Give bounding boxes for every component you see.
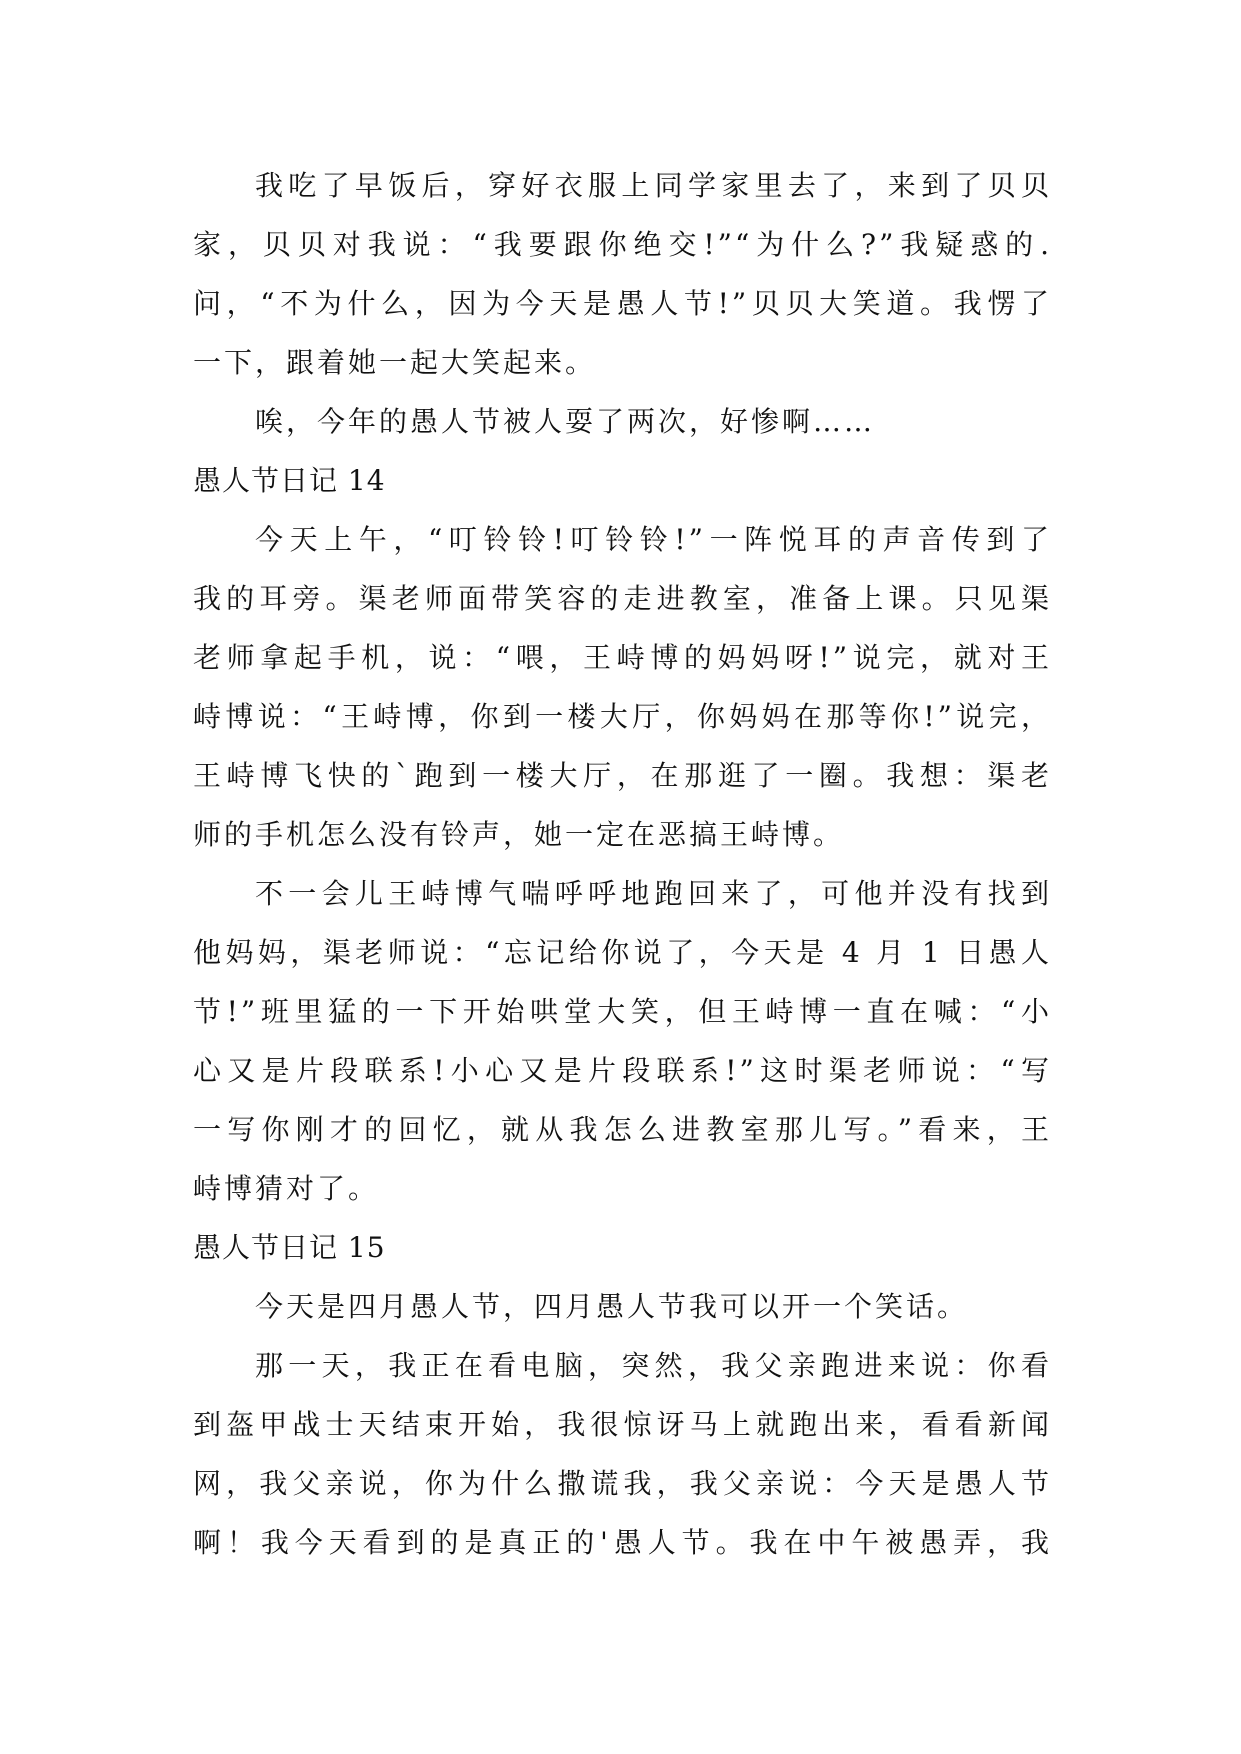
paragraph-line: 一写你刚才的回忆，就从我怎么进教室那儿写。”看来，王 — [193, 1113, 1052, 1146]
paragraph-line: 心又是片段联系!小心又是片段联系!”这时渠老师说：“写 — [193, 1054, 1052, 1087]
paragraph-line: 今天上午，“叮铃铃!叮铃铃!”一阵悦耳的声音传到了 — [255, 523, 1052, 556]
paragraph-6 — [193, 1336, 1052, 1572]
paragraph-line: 他妈妈，渠老师说：“忘记给你说了，今天是 4 月 1 日愚人 — [193, 936, 1052, 969]
paragraph-line: 网，我父亲说，你为什么撒谎我，我父亲说：今天是愚人节 — [193, 1467, 1052, 1500]
paragraph-line: 一下，跟着她一起大笑起来。 — [193, 346, 597, 379]
paragraph-line: 老师拿起手机，说：“喂，王峙博的妈妈呀!”说完，就对王 — [193, 641, 1052, 674]
section-heading-15: 愚人节日记 15 — [193, 1231, 386, 1264]
paragraph-line: 我吃了早饭后，穿好衣服上同学家里去了，来到了贝贝 — [255, 169, 1052, 202]
paragraph-line: 峙博说：“王峙博，你到一楼大厅，你妈妈在那等你!”说完， — [193, 700, 1052, 733]
paragraph-line: 不一会儿王峙博气喘呼呼地跑回来了，可他并没有找到 — [255, 877, 1052, 910]
paragraph-line: 到盔甲战士天结束开始，我很惊讶马上就跑出来，看看新闻 — [193, 1408, 1052, 1441]
paragraph-line: 节!”班里猛的一下开始哄堂大笑，但王峙博一直在喊：“小 — [193, 995, 1052, 1028]
paragraph-line: 今天是四月愚人节，四月愚人节我可以开一个笑话。 — [255, 1290, 969, 1323]
document-body — [193, 156, 1052, 1572]
paragraph-line: 我的耳旁。渠老师面带笑容的走进教室，准备上课。只见渠 — [193, 582, 1052, 615]
paragraph-line: 问，“不为什么，因为今天是愚人节!”贝贝大笑道。我愣了 — [193, 287, 1052, 320]
paragraph-line: 王峙博飞快的`跑到一楼大厅，在那逛了一圈。我想：渠老 — [193, 759, 1052, 792]
paragraph-line: 啊！我今天看到的是真正的'愚人节。我在中午被愚弄，我 — [193, 1526, 1052, 1559]
paragraph-3 — [193, 510, 1052, 864]
paragraph-4 — [193, 864, 1052, 1218]
paragraph-5 — [193, 1277, 1052, 1336]
paragraph-line: 峙博猜对了。 — [193, 1172, 380, 1205]
paragraph-line: 唉，今年的愚人节被人耍了两次，好惨啊…… — [255, 405, 876, 438]
paragraph-line: 师的手机怎么没有铃声，她一定在恶搞王峙博。 — [193, 818, 845, 851]
paragraph-line: 家，贝贝对我说：“我要跟你绝交!”“为什么?”我疑惑的. — [193, 228, 1052, 261]
paragraph-1 — [193, 156, 1052, 392]
section-heading-14: 愚人节日记 14 — [193, 464, 386, 497]
paragraph-line: 那一天，我正在看电脑，突然，我父亲跑进来说：你看 — [255, 1349, 1052, 1382]
paragraph-2 — [193, 392, 1052, 451]
